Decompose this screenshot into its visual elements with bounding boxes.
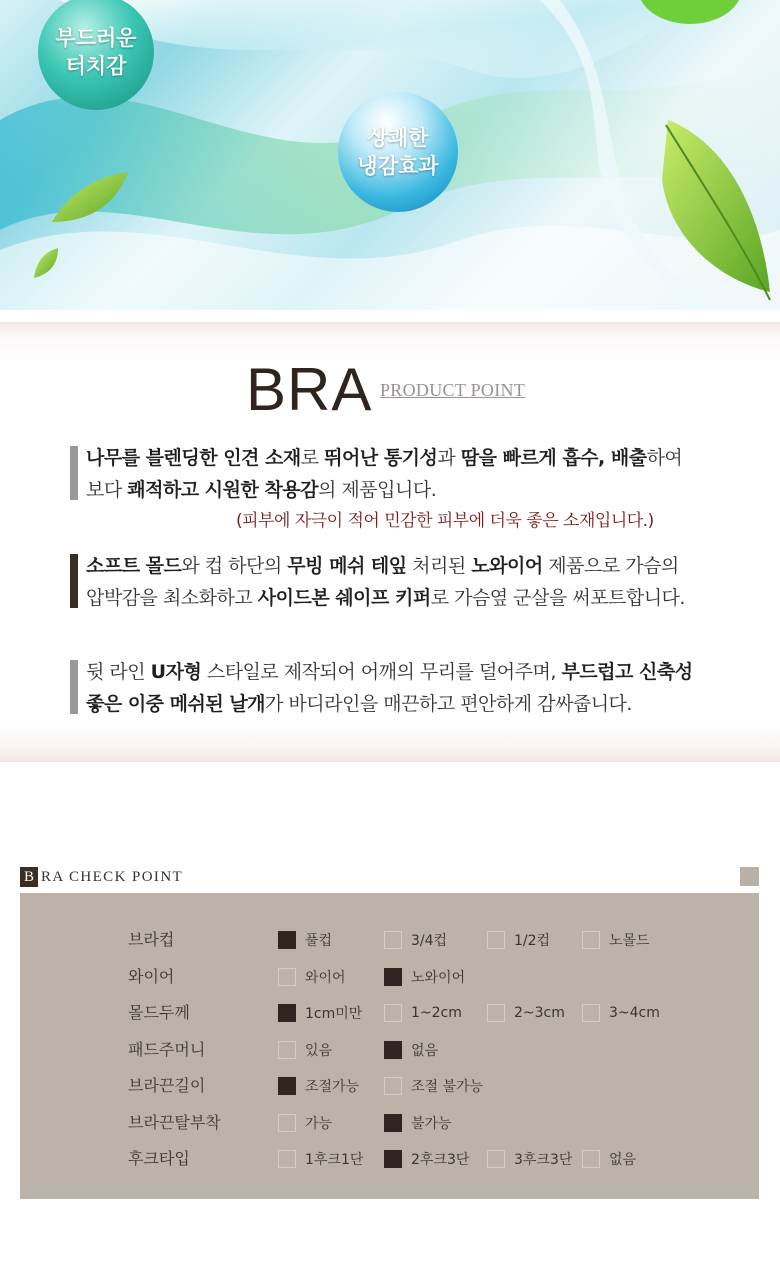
unchecked-box-icon <box>278 1041 296 1059</box>
check-option <box>582 1003 660 1023</box>
check-option-label: 가능 <box>305 1116 333 1132</box>
check-option <box>384 967 465 987</box>
checked-box-icon <box>278 1004 296 1022</box>
product-title: BRA <box>246 356 373 423</box>
body-text: 과 <box>437 447 461 469</box>
check-option-label: 조절가능 <box>305 1079 360 1095</box>
check-row-label: 패드주머니 <box>128 1040 206 1059</box>
check-option-label: 3후크3단 <box>514 1152 573 1168</box>
check-option-label: 2후크3단 <box>411 1152 470 1168</box>
body-text: 의 제품입니다. <box>318 479 437 501</box>
check-point-heading <box>20 866 183 888</box>
highlight-text: 무빙 메쉬 테잎 <box>287 555 407 577</box>
highlight-text: 노와이어 <box>471 555 543 577</box>
paragraph-text <box>70 442 730 506</box>
check-option <box>384 1003 462 1023</box>
soft-touch-badge: 부드러운 터치감 <box>38 0 154 110</box>
check-option-label: 3/4컵 <box>411 933 448 949</box>
check-option <box>487 930 550 950</box>
check-row-label: 몰드두께 <box>128 1003 190 1022</box>
unchecked-box-icon <box>487 1150 505 1168</box>
highlight-text: 땀을 빠르게 흡수, 배출 <box>460 447 647 469</box>
check-option <box>384 1040 438 1060</box>
check-option <box>278 1003 362 1023</box>
paragraph-line <box>86 582 730 614</box>
check-option-label: 3~4cm <box>609 1005 660 1021</box>
paragraph-line <box>86 688 730 720</box>
feature-paragraph-material <box>70 442 730 506</box>
unchecked-box-icon <box>384 931 402 949</box>
check-option <box>487 1149 572 1169</box>
check-option <box>278 967 346 987</box>
check-option <box>384 1076 483 1096</box>
highlight-text: 나무를 블렌딩한 인견 소재 <box>86 447 301 469</box>
cooling-effect-badge: 상쾌한 냉감효과 <box>338 92 458 212</box>
product-point-section <box>0 322 780 762</box>
unchecked-box-icon <box>487 931 505 949</box>
check-row-label: 후크타입 <box>128 1149 190 1168</box>
check-row <box>20 1111 759 1135</box>
body-text: 스타일로 제작되어 어깨의 무리를 덜어주며, <box>201 661 562 683</box>
check-row <box>20 928 759 952</box>
check-option-label: 불가능 <box>411 1116 452 1132</box>
checked-box-icon <box>384 1041 402 1059</box>
check-option-label: 1~2cm <box>411 1005 462 1021</box>
check-row <box>20 1147 759 1171</box>
unchecked-box-icon <box>384 1077 402 1095</box>
check-option <box>278 1040 332 1060</box>
highlight-text: U자형 <box>150 661 202 683</box>
body-text: 제품으로 가슴의 <box>542 555 679 577</box>
check-option-label: 와이어 <box>305 970 346 986</box>
highlight-text: 뛰어난 통기성 <box>324 447 438 469</box>
check-option <box>582 1149 636 1169</box>
check-row <box>20 1001 759 1025</box>
paragraph-text <box>70 656 730 720</box>
paragraph-text <box>70 550 730 614</box>
paragraph-line <box>86 550 730 582</box>
check-option <box>384 1113 452 1133</box>
body-text: 로 <box>300 447 325 469</box>
checked-box-icon <box>384 1114 402 1132</box>
unchecked-box-icon <box>487 1004 505 1022</box>
checked-box-icon <box>278 1077 296 1095</box>
body-text: 가 바디라인을 매끈하고 편안하게 감싸줍니다. <box>265 693 632 715</box>
highlight-text: 쾌적하고 시원한 착용감 <box>127 479 319 501</box>
highlight-text: 좋은 이중 메쉬된 날개 <box>86 693 266 715</box>
check-option-label: 1후크1단 <box>305 1152 364 1168</box>
check-option <box>384 930 447 950</box>
unchecked-box-icon <box>582 931 600 949</box>
check-option-label: 없음 <box>411 1043 439 1059</box>
feature-paragraph-back-line <box>70 656 730 720</box>
checked-box-icon <box>278 931 296 949</box>
check-row <box>20 965 759 989</box>
body-text: 압박감을 최소화하고 <box>86 587 258 609</box>
material-note: (피부에 자극이 적어 민감한 피부에 더욱 좋은 소재입니다.) <box>236 511 654 531</box>
check-option-label: 노몰드 <box>609 933 650 949</box>
check-row-label: 브라컵 <box>128 930 175 949</box>
check-option-label: 노와이어 <box>411 970 466 986</box>
paragraph-marker <box>70 660 78 714</box>
unchecked-box-icon <box>582 1004 600 1022</box>
body-text: 보다 <box>86 479 128 501</box>
check-option-label: 1/2컵 <box>514 933 551 949</box>
unchecked-box-icon <box>278 1114 296 1132</box>
highlight-text: 사이드본 쉐이프 키퍼 <box>257 587 431 609</box>
check-option-label: 없음 <box>609 1152 637 1168</box>
paragraph-line <box>86 474 730 506</box>
check-option <box>278 1113 332 1133</box>
check-option <box>278 1149 363 1169</box>
body-text: 처리된 <box>406 555 472 577</box>
check-option-label: 풀컵 <box>305 933 333 949</box>
check-point-title: RA CHECK POINT <box>41 868 184 885</box>
paragraph-line <box>86 442 730 474</box>
highlight-text: 소프트 몰드 <box>86 555 182 577</box>
paragraph-marker <box>70 554 78 608</box>
body-text: 로 가슴옆 군살을 써포트합니다. <box>430 587 685 609</box>
feature-paragraph-mold <box>70 550 730 614</box>
check-row-label: 와이어 <box>128 967 175 986</box>
unchecked-box-icon <box>582 1150 600 1168</box>
unchecked-box-icon <box>278 968 296 986</box>
unchecked-box-icon <box>384 1004 402 1022</box>
check-point-title-initial: B <box>20 867 38 887</box>
check-option-label: 조절 불가능 <box>411 1079 484 1095</box>
check-point-corner-marker <box>740 867 759 886</box>
check-point-table <box>20 893 759 1199</box>
hero-banner <box>0 0 780 310</box>
check-option-label: 있음 <box>305 1043 333 1059</box>
check-row-label: 브라끈길이 <box>128 1076 206 1095</box>
body-text: 뒷 라인 <box>86 661 151 683</box>
check-option-label: 2~3cm <box>514 1005 565 1021</box>
paragraph-line <box>86 656 730 688</box>
highlight-text: 부드럽고 신축성 <box>561 661 693 683</box>
check-row <box>20 1038 759 1062</box>
checked-box-icon <box>384 1150 402 1168</box>
check-option <box>582 930 650 950</box>
paragraph-marker <box>70 446 78 500</box>
check-option-label: 1cm미만 <box>305 1006 363 1022</box>
checked-box-icon <box>384 968 402 986</box>
body-text: 와 컵 하단의 <box>181 555 288 577</box>
check-row-label: 브라끈탈부착 <box>128 1113 221 1132</box>
check-option <box>278 1076 359 1096</box>
check-option <box>278 930 332 950</box>
check-row <box>20 1074 759 1098</box>
unchecked-box-icon <box>278 1150 296 1168</box>
body-text: 하여 <box>646 447 683 469</box>
check-option <box>487 1003 565 1023</box>
product-point-subtitle: PRODUCT POINT <box>380 380 526 400</box>
check-option <box>384 1149 469 1169</box>
